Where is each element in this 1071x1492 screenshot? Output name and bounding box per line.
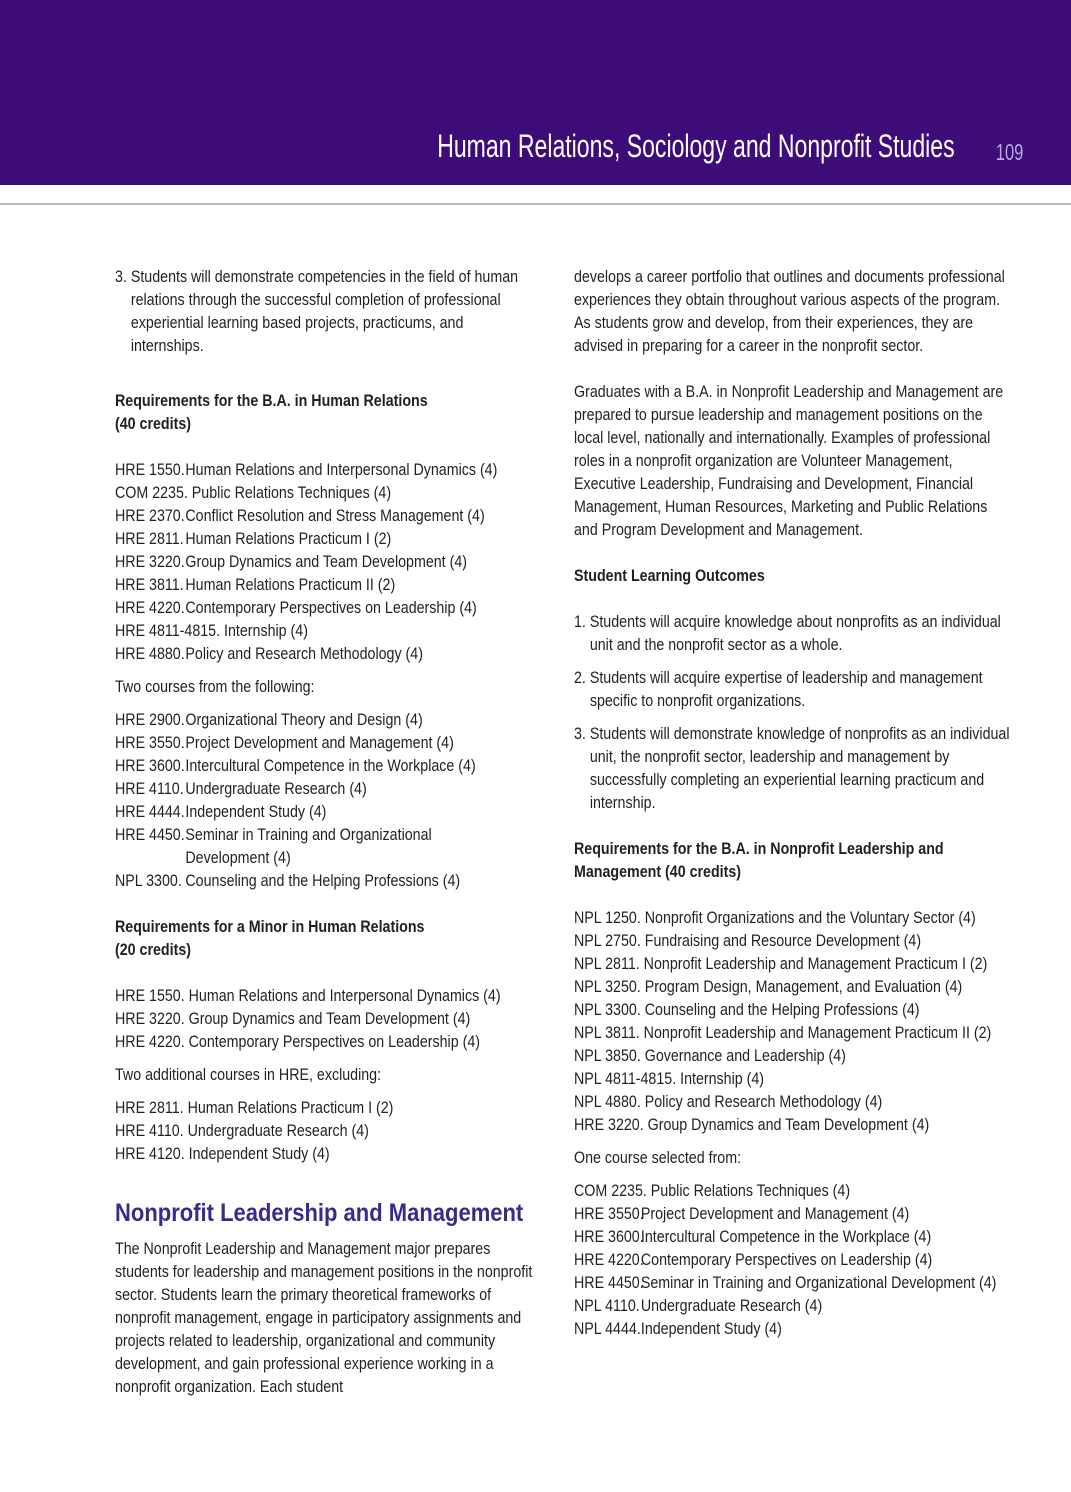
course-item: COM 2235. Public Relations Techniques (4) — [574, 1182, 851, 1200]
heading-line-2: (40 credits) — [115, 415, 192, 433]
ba-hr-course-list — [115, 459, 537, 666]
excluded-course-list — [115, 1097, 537, 1166]
course-item: HRE 4880.Policy and Research Methodology (4) — [115, 645, 423, 663]
course-item: HRE 4450.Seminar in Training and Organizational Development (4) — [574, 1274, 997, 1292]
course-item: NPL 4444.Independent Study (4) — [574, 1320, 782, 1338]
course-item: NPL 3300. Counseling and the Helping Professions (4) — [115, 872, 461, 890]
course-item-continuation: Development (4) — [185, 849, 291, 867]
minor-course-list — [115, 985, 537, 1054]
page-header-band — [0, 0, 1071, 185]
one-course-options-list — [574, 1180, 1014, 1341]
course-item: HRE 4220.Contemporary Perspectives on Leadership (4) — [115, 599, 477, 617]
outcome-1: 1. Students will acquire knowledge about nonprofits as an individual unit and the nonprofit sector as a whole. — [574, 613, 1001, 654]
npl-intro-continued: develops a career portfolio that outlines and documents professional experiences they obtain throughout various aspects of the program. As students grow and develop, from their experiences, they are advised in preparing for a career in the nonprofit sector. — [574, 268, 1005, 355]
course-item: HRE 4220. Contemporary Perspectives on Leadership (4) — [115, 1033, 481, 1051]
two-additional-label: Two additional courses in HRE, excluding: — [115, 1066, 382, 1084]
course-item: COM 2235. Public Relations Techniques (4) — [115, 484, 392, 502]
course-item: HRE 4444.Independent Study (4) — [115, 803, 327, 821]
course-item: NPL 3250. Program Design, Management, and Evaluation (4) — [574, 978, 963, 996]
course-item: HRE 2811. Human Relations Practicum I (2) — [115, 1099, 394, 1117]
course-item: HRE 4450.Seminar in Training and Organizational — [115, 826, 432, 844]
heading-line-2: (20 credits) — [115, 941, 192, 959]
course-item: NPL 4811-4815. Internship (4) — [574, 1070, 765, 1088]
course-item: NPL 1250. Nonprofit Organizations and the Voluntary Sector (4) — [574, 909, 976, 927]
npl-intro-paragraph: The Nonprofit Leadership and Management major prepares students for leadership and management positions in the nonprofit sector. Students learn the primary theoretical frameworks of nonprofit management, engage in participatory assignments and projects related to leadership, organizational and community development, and gain professional experience working in a nonprofit organization. Each student — [115, 1240, 533, 1396]
course-item: HRE 4220.Contemporary Perspectives on Leadership (4) — [574, 1251, 933, 1269]
course-item: NPL 3811. Nonprofit Leadership and Management Practicum II (2) — [574, 1024, 992, 1042]
course-item: HRE 4120. Independent Study (4) — [115, 1145, 330, 1163]
course-item: HRE 3220. Group Dynamics and Team Development (4) — [115, 1010, 471, 1028]
course-item: NPL 2750. Fundraising and Resource Development (4) — [574, 932, 922, 950]
course-item: HRE 3550.Project Development and Management (4) — [115, 734, 454, 752]
course-item: HRE 4110. Undergraduate Research (4) — [115, 780, 367, 798]
page-number: 109 — [995, 139, 1023, 165]
page-running-title: Human Relations, Sociology and Nonprofit Studies — [437, 128, 955, 164]
course-item: HRE 3220. Group Dynamics and Team Development (4) — [574, 1116, 930, 1134]
outcome-3-human-relations: 3. Students will demonstrate competencies in the field of human relations through the successful completion of professional experiential learning based projects, practicums, and internships. — [115, 268, 519, 355]
heading-line-1: Requirements for the B.A. in Human Relations — [115, 392, 428, 410]
course-item: HRE 3811. Human Relations Practicum II (2) — [115, 576, 396, 594]
course-item: HRE 4110. Undergraduate Research (4) — [115, 1122, 369, 1140]
course-item: NPL 2811. Nonprofit Leadership and Management Practicum I (2) — [574, 955, 988, 973]
course-item: HRE 3550.Project Development and Management (4) — [574, 1205, 910, 1223]
course-item: HRE 1550.Human Relations and Interpersonal Dynamics (4) — [115, 461, 498, 479]
course-item: HRE 3600.Intercultural Competence in the Workplace (4) — [115, 757, 476, 775]
course-item: HRE 3220.Group Dynamics and Team Development (4) — [115, 553, 467, 571]
course-item: NPL 4110.Undergraduate Research (4) — [574, 1297, 823, 1315]
heading-line-1: Requirements for a Minor in Human Relations — [115, 918, 425, 936]
course-item: HRE 2811. Human Relations Practicum I (2) — [115, 530, 392, 548]
two-courses-label: Two courses from the following: — [115, 678, 315, 696]
minor-hr-requirements-heading — [115, 916, 537, 962]
graduates-paragraph: Graduates with a B.A. in Nonprofit Leadership and Management are prepared to pursue leadership and management positions on the local level, nationally and internationally. Examples of professional roles in a nonprofit organization are Volunteer Management, Executive Leadership, Fundraising and Development, Financial Management, Human Resources, Marketing and Public Relations and Program Development and Management. — [574, 383, 1004, 539]
outcome-3: 3. Students will demonstrate knowledge of nonprofits as an individual unit, the nonprofit sector, leadership and management by successfully completing an experiential learning practicum and internship. — [574, 725, 1010, 812]
outcome-2: 2. Students will acquire expertise of leadership and management specific to nonprofit organizations. — [574, 669, 983, 710]
elective-course-list — [115, 709, 537, 893]
course-item: HRE 3600.Intercultural Competence in the Workplace (4) — [574, 1228, 932, 1246]
course-item: NPL 3300. Counseling and the Helping Professions (4) — [574, 1001, 920, 1019]
slo-heading: Student Learning Outcomes — [574, 567, 765, 585]
right-column — [574, 266, 1014, 1341]
ba-hr-requirements-heading — [115, 390, 537, 436]
course-item: NPL 3850. Governance and Leadership (4) — [574, 1047, 846, 1065]
ba-npl-requirements-heading: Requirements for the B.A. in Nonprofit Leadership and Management (40 credits) — [574, 840, 944, 881]
course-item: HRE 2370.Conflict Resolution and Stress Management (4) — [115, 507, 485, 525]
header-divider — [0, 185, 1071, 205]
course-item: HRE 1550. Human Relations and Interpersonal Dynamics (4) — [115, 987, 501, 1005]
course-item: NPL 4880. Policy and Research Methodology (4) — [574, 1093, 883, 1111]
ba-npl-course-list — [574, 907, 1014, 1137]
npl-section-heading: Nonprofit Leadership and Management — [115, 1199, 524, 1227]
left-column — [115, 266, 537, 1399]
course-item: HRE 2900.Organizational Theory and Design (4) — [115, 711, 423, 729]
course-item: HRE 4811-4815. Internship (4) — [115, 622, 308, 640]
one-course-label: One course selected from: — [574, 1149, 742, 1167]
